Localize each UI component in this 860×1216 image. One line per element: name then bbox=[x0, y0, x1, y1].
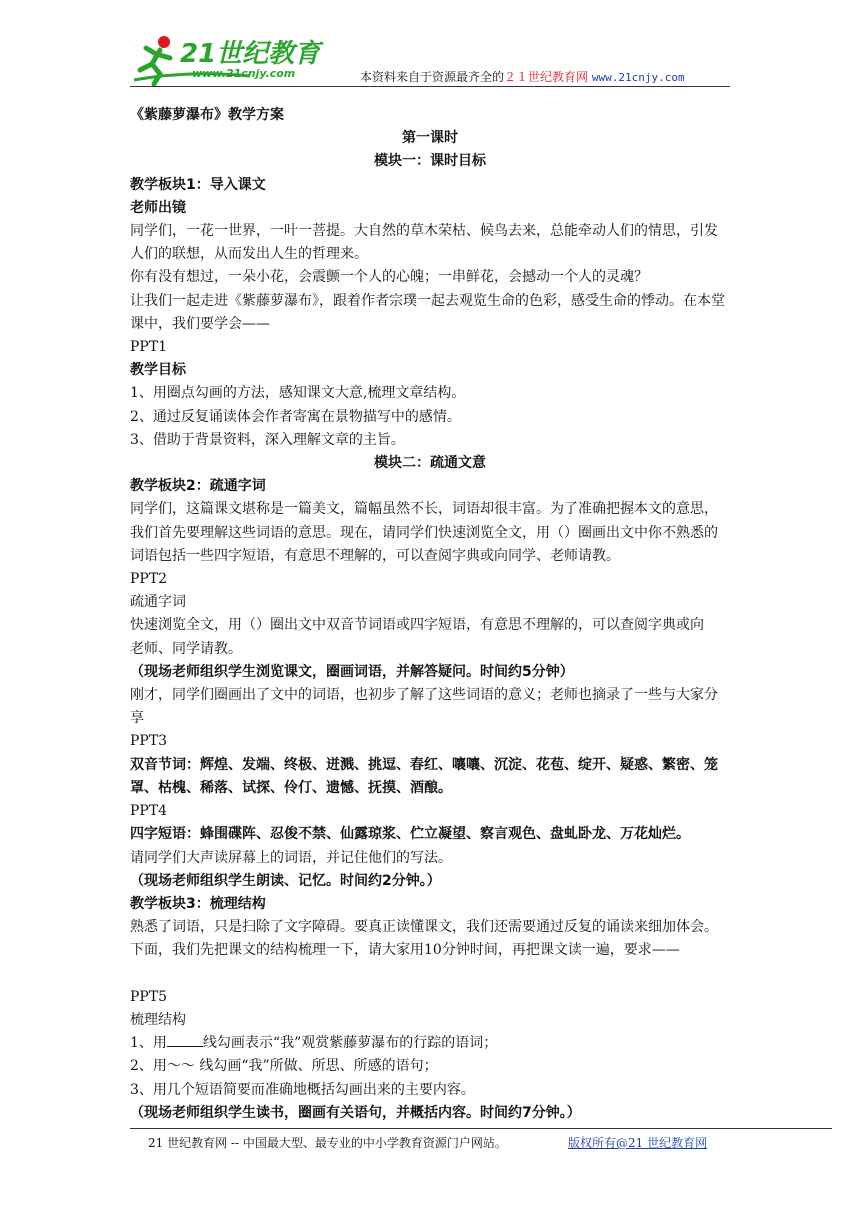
header-note-url[interactable]: www.21cnjy.com bbox=[591, 71, 685, 84]
paragraph: 同学们，一花一世界，一叶一菩提。大自然的草木荣枯、候鸟去来，总能牵动人们的情思，引发人们的联想，从而发出人生的哲理来。 bbox=[130, 223, 718, 263]
ppt-label: PPT2 bbox=[130, 571, 168, 588]
teacher-intro: 老师出镜 bbox=[130, 199, 186, 216]
block1-heading: 教学板块1：导入课文 bbox=[130, 176, 266, 193]
paragraph: 快速浏览全文，用（）圈出文中双音节词语或四字短语，有意思不理解的，可以查阅字典或向 老师、同学请教。 bbox=[130, 617, 718, 657]
ppt-title: 梳理结构 bbox=[130, 1011, 186, 1028]
site-logo bbox=[130, 30, 330, 88]
logo-url: www.21cnjy.com bbox=[192, 67, 296, 80]
module2-heading: 模块二：疏通文意 bbox=[374, 455, 486, 472]
module1-heading: 模块一：课时目标 bbox=[374, 153, 486, 170]
header-note-prefix: 本资料来自于资源最齐全的 bbox=[360, 70, 505, 84]
paragraph: 你有没有想过，一朵小花，会震颤一个人的心魄；一串鲜花，会撼动一个人的灵魂？ bbox=[130, 269, 648, 286]
task-item: 2、用～～ 线勾画“我”所做、所思、所感的语句； bbox=[130, 1058, 438, 1075]
doc-title: 《紫藤萝瀑布》教学方案 bbox=[130, 107, 284, 123]
paragraph: 刚才，同学们圈画出了文中的词语，也初步了解了这些词语的意义；老师也摘录了一些与大家分享 bbox=[130, 687, 718, 727]
paragraph: 熟悉了词语，只是扫除了文字障碍。要真正读懂课文，我们还需要通过反复的诵读来细加体会。下面，我们先把课文的结构梳理一下，请大家用10分钟时间，再把课文读一遍，要求—— bbox=[130, 919, 718, 959]
block2-heading: 教学板块2：疏通字词 bbox=[130, 478, 266, 495]
underline-blank bbox=[167, 1032, 203, 1047]
header-note bbox=[360, 68, 685, 85]
activity-note: （现场老师组织学生浏览课文，圈画词语，并解答疑问。时间约5分钟） bbox=[130, 663, 574, 680]
activity-note: （现场老师组织学生读书，圈画有关语句，并概括内容。时间约7分钟。） bbox=[130, 1104, 581, 1121]
lesson-heading: 第一课时 bbox=[402, 130, 458, 147]
task-item: 1、用 线勾画表示“我”观赏紫藤萝瀑布的行踪的语词； bbox=[130, 1032, 730, 1055]
footer-divider bbox=[130, 1128, 832, 1129]
ppt-label: PPT1 bbox=[130, 339, 168, 356]
page-footer bbox=[148, 1134, 708, 1151]
goal-item: 3、借助于背景资料，深入理解文章的主旨。 bbox=[130, 431, 405, 448]
task-item: 3、用几个短语简要而准确地概括勾画出来的主要内容。 bbox=[130, 1081, 475, 1098]
ppt-label: PPT5 bbox=[130, 988, 168, 1005]
paragraph: 让我们一起走进《紫藤萝瀑布》，跟着作者宗璞一起去观览生命的色彩，感受生命的悸动。在本堂课中，我们要学会—— bbox=[130, 292, 725, 332]
activity-note: （现场老师组织学生朗读、记忆。时间约2分钟。） bbox=[130, 872, 441, 889]
footer-text: 21 世纪教育网 -- 中国最大型、最专业的中小学教育资源门户网站。 bbox=[148, 1136, 507, 1150]
ppt-label: PPT4 bbox=[130, 803, 168, 820]
paragraph: 同学们，这篇课文堪称是一篇美文，篇幅虽然不长，词语却很丰富。为了准确把握本文的意思，我们首先要理解这些词语的意思。现在，请同学们快速浏览全文，用（）圈画出文中你不熟悉的词语包括一些四字短语，有意思不理解的，可以查阅字典或向同学、老师请教。 bbox=[130, 501, 718, 564]
spacer bbox=[130, 963, 730, 986]
footer-copyright-link[interactable]: 版权所有@21 世纪教育网 bbox=[568, 1136, 708, 1150]
goal-item: 1、用圈点勾画的方法，感知课文大意,梳理文章结构。 bbox=[130, 385, 466, 402]
word-list-four-char: 四字短语：蜂围碟阵、忍俊不禁、仙露琼浆、伫立凝望、察言观色、盘虬卧龙、万花灿烂。 bbox=[130, 826, 690, 843]
document-body bbox=[130, 104, 730, 1125]
word-list-two-syllable: 双音节词：辉煌、发端、终极、迸溅、挑逗、春红、嚷嚷、沉淀、花苞、绽开、疑惑、繁密、笼罩、枯槐、稀落、试探、伶仃、遗憾、抚摸、酒酿。 bbox=[130, 756, 718, 796]
header-divider bbox=[130, 86, 730, 87]
paragraph: 请同学们大声读屏幕上的词语，并记住他们的写法。 bbox=[130, 849, 452, 866]
ppt-label: PPT3 bbox=[130, 733, 168, 750]
ppt-title: 疏通字词 bbox=[130, 594, 186, 611]
logo-text: 21世纪教育 bbox=[180, 39, 321, 69]
block3-heading: 教学板块3：梳理结构 bbox=[130, 895, 266, 912]
header-note-site[interactable]: ２１世纪教育网 bbox=[504, 70, 589, 84]
goals-heading: 教学目标 bbox=[130, 362, 186, 379]
goal-item: 2、通过反复诵读体会作者寄寓在景物描写中的感情。 bbox=[130, 408, 461, 425]
